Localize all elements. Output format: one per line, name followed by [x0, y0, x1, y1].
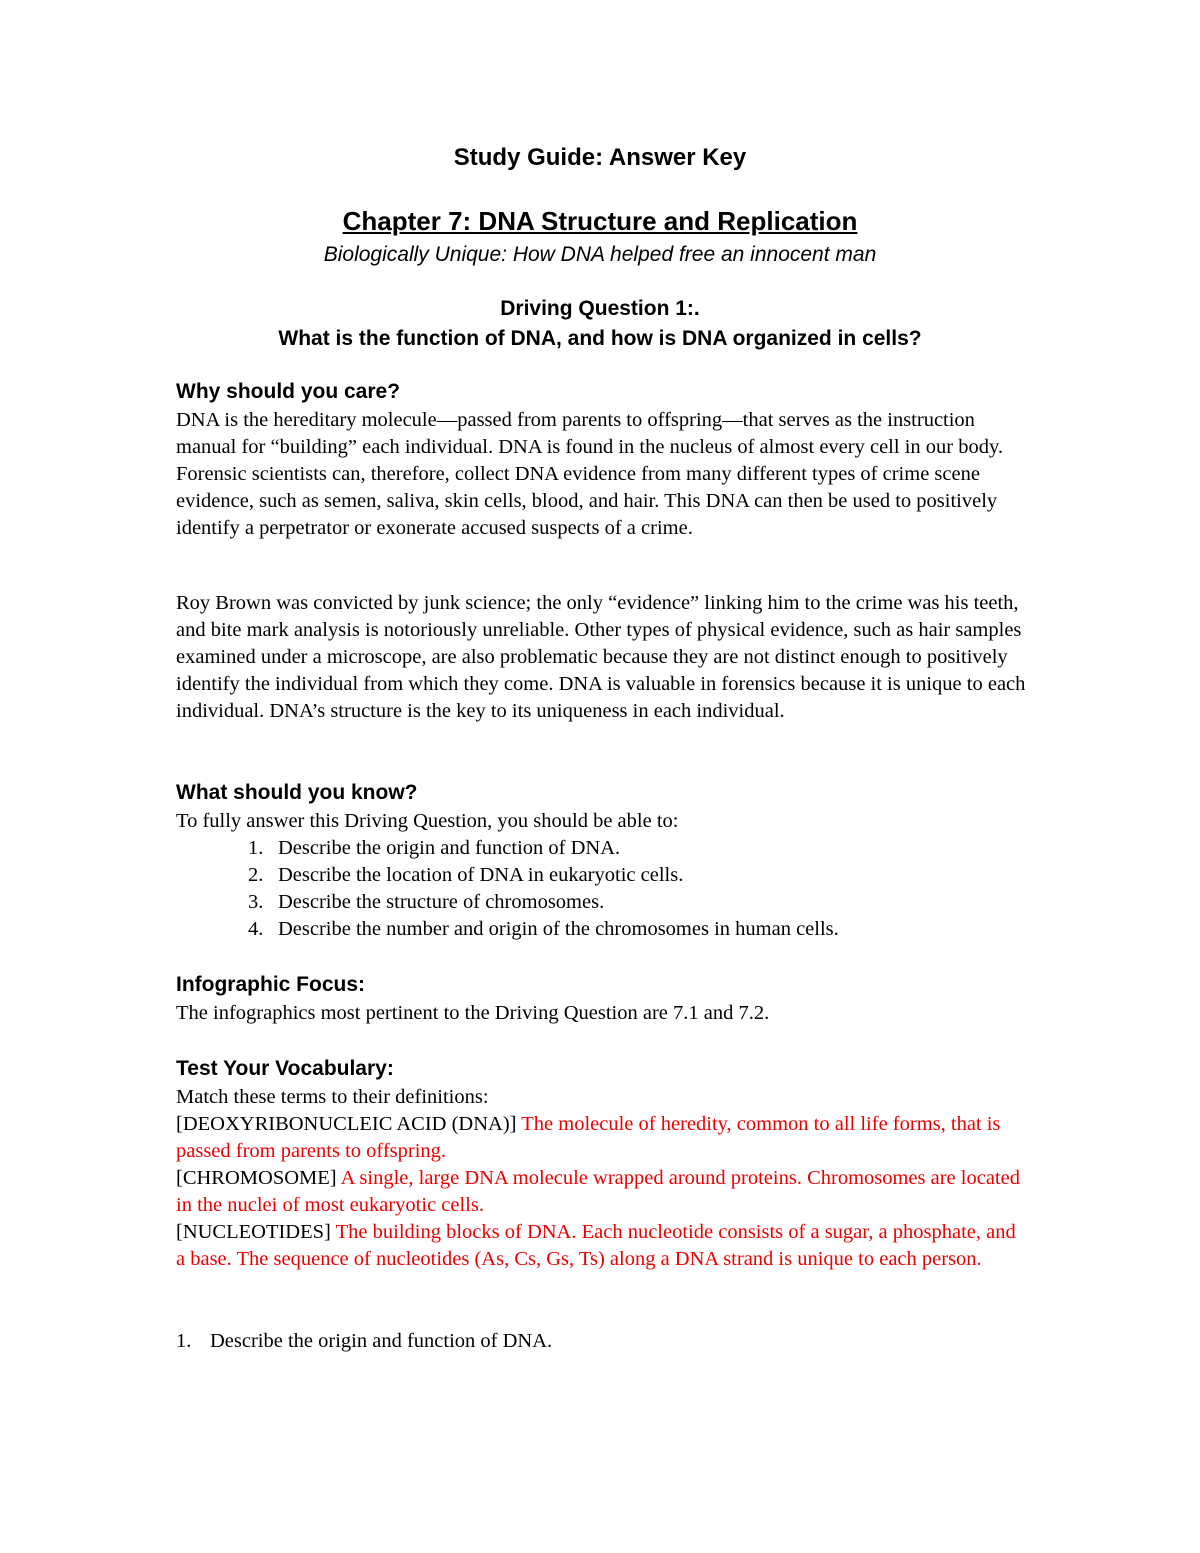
vocabulary-intro: Match these terms to their definitions:	[176, 1086, 489, 1108]
list-item: 3. Describe the structure of chromosomes.	[248, 891, 605, 913]
document-title: Study Guide: Answer Key	[453, 144, 747, 171]
chapter-subtitle: Biologically Unique: How DNA helped free an innocent man	[323, 243, 877, 266]
vocab-entry-dna	[176, 1111, 1026, 1165]
vocabulary-heading: Test Your Vocabulary:	[176, 1057, 394, 1080]
vocab-term: [CHROMOSOME]	[176, 1167, 337, 1189]
driving-question-text: What is the function of DNA, and how is DNA organized in cells?	[278, 327, 922, 350]
why-care-paragraph-2: Roy Brown was convicted by junk science; the only “evidence” linking him to the crime was his teeth, and bite mark analysis is notoriously unreliable. Other types of physical evidence, such as hair samples examined under a microscope, are also problematic because they are not distinct enough to positively identify the individual from which they come. DNA is valuable in forensics because it is unique to each individual. DNA’s structure is the key to its uniqueness in each individual.	[176, 592, 1026, 722]
vocab-entry-nucleotides	[176, 1219, 1026, 1273]
question-1	[176, 1328, 1026, 1355]
infographic-text: The infographics most pertinent to the Driving Question are 7.1 and 7.2.	[176, 1002, 770, 1024]
vocab-term: [NUCLEOTIDES]	[176, 1221, 331, 1243]
vocab-entry-chromosome	[176, 1165, 1026, 1219]
infographic-section	[176, 970, 1026, 1027]
list-item: 2. Describe the location of DNA in eukaryotic cells.	[248, 864, 684, 886]
vocab-definition: The building blocks of DNA. Each nucleotide consists of a sugar, a phosphate, and a base. The sequence of nucleotides (As, Cs, Gs, Ts) along a DNA strand is unique to each person.	[176, 1221, 1016, 1270]
what-know-heading: What should you know?	[176, 781, 418, 804]
why-care-section	[176, 377, 1026, 542]
list-item: 1. Describe the origin and function of DNA.	[248, 837, 621, 859]
vocab-definition: The molecule of heredity, common to all life forms, that is passed from parents to offspring.	[176, 1113, 1001, 1162]
why-care-paragraph-1: DNA is the hereditary molecule—passed from parents to offspring—that serves as the instruction manual for “building” each individual. DNA is found in the nucleus of almost every cell in our body. Forensic scientists can, therefore, collect DNA evidence from many different types of crime scene evidence, such as semen, saliva, skin cells, blood, and hair. This DNA can then be used to positively identify a perpetrator or exonerate accused suspects of a crime.	[176, 409, 1004, 539]
list-item: 4. Describe the number and origin of the chromosomes in human cells.	[248, 918, 839, 940]
chapter-title: Chapter 7: DNA Structure and Replication	[342, 206, 858, 236]
vocab-definition: A single, large DNA molecule wrapped around proteins. Chromosomes are located in the nuclei of most eukaryotic cells.	[176, 1167, 1020, 1216]
why-care-section-2	[176, 590, 1026, 725]
driving-question-label: Driving Question 1:.	[500, 297, 700, 320]
objectives-list	[176, 835, 1026, 943]
why-care-heading: Why should you care?	[176, 380, 401, 403]
what-know-intro: To fully answer this Driving Question, you should be able to:	[176, 810, 679, 832]
vocab-term: [DEOXYRIBONUCLEIC ACID (DNA)]	[176, 1113, 517, 1135]
what-know-section	[176, 778, 1026, 943]
vocabulary-section	[176, 1054, 1026, 1273]
infographic-heading: Infographic Focus:	[176, 973, 365, 996]
question-number: 1.	[176, 1330, 192, 1352]
question-text: Describe the origin and function of DNA.	[210, 1330, 553, 1352]
